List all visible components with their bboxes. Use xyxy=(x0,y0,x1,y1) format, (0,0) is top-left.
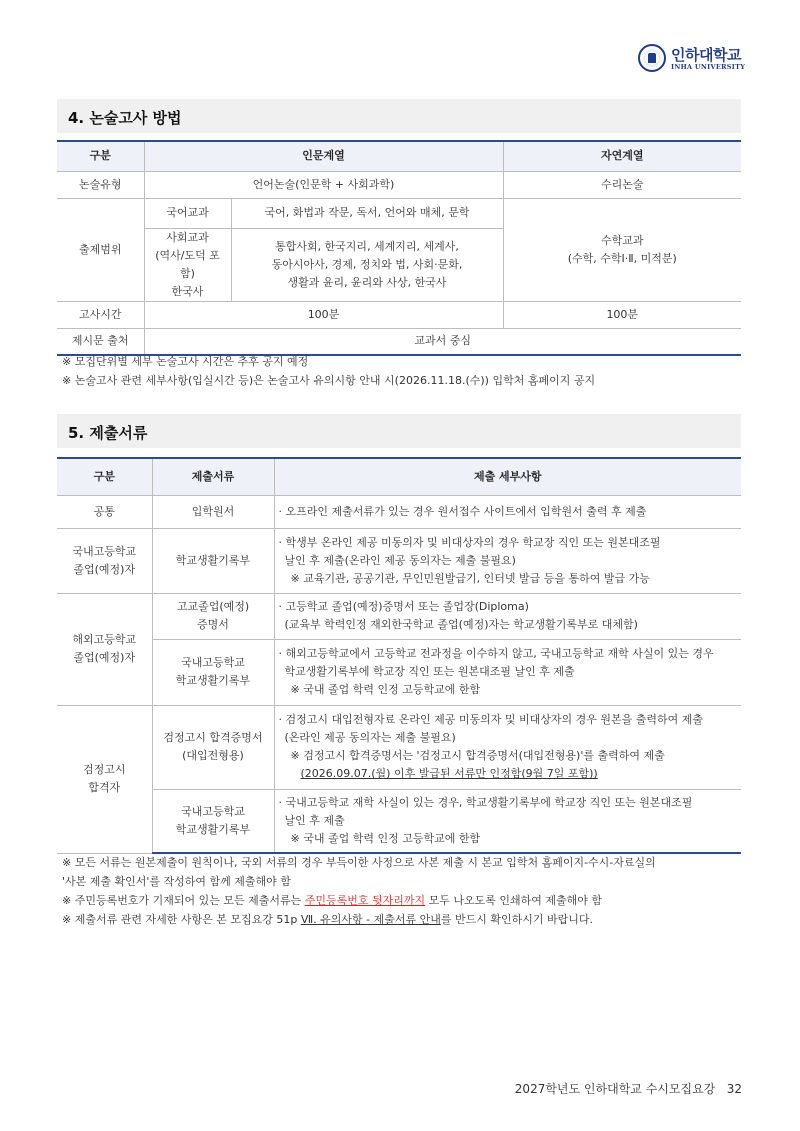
overseas-detail-1-line-2: (교육부 학력인정 재외한국학교 졸업(예정)자는 학교생활기록부로 대체함) xyxy=(284,618,638,631)
section-4-note-1: ※ 모집단위별 세부 논술고사 시간은 추후 공지 예정 xyxy=(62,355,309,368)
header-category: 구분 xyxy=(57,458,152,495)
common-document: 입학원서 xyxy=(152,495,274,528)
domestic-detail-line-2: 날인 후 제출(온라인 제공 동의자는 제출 불필요) xyxy=(284,553,516,567)
note-3-text-end: 를 반드시 확인하시기 바랍니다. xyxy=(440,913,593,926)
overseas-detail-2-line-1: · 해외고등학교에서 고등학교 전과정을 이수하지 않고, 국내고등학교 재학 사실이 있는 경우 xyxy=(278,647,714,660)
page-footer xyxy=(515,1080,742,1097)
university-emblem-icon xyxy=(638,44,666,72)
ged-detail-1-line-2: (온라인 제공 동의자는 제출 불필요) xyxy=(284,731,456,744)
ged-detail-1 xyxy=(274,705,741,789)
type-humanities: 언어논술(인문학 + 사회과학) xyxy=(144,171,503,198)
row-label-type: 논술유형 xyxy=(57,171,144,198)
note-2-text: ※ 주민등록번호가 기재되어 있는 모든 제출서류는 xyxy=(62,894,305,907)
ged-category: 검정고시 합격자 xyxy=(57,705,152,853)
row-label-text: 제시문 출처 xyxy=(57,328,144,355)
note-2-text-end: 모두 나오도록 인쇄하여 제출해야 함 xyxy=(425,894,602,907)
type-natural: 수리논술 xyxy=(503,171,741,198)
section-5-note-1: ※ 모든 서류는 원본제출이 원칙이나, 국외 서류의 경우 부득이한 사정으로 사본 제출 시 본교 입학처 홈페이지-수시-자료실의 '사본 제출 확인서'를 작성하여 함께 제출해야 함 xyxy=(62,856,656,888)
logo-english-name: INHA UNIVERSITY xyxy=(671,63,746,71)
section-5-title: 5. 제출서류 xyxy=(68,424,148,442)
overseas-detail-1-line-1: · 고등학교 졸업(예정)증명서 또는 졸업장(Diploma) xyxy=(278,600,529,613)
header-category: 구분 xyxy=(57,141,144,171)
scope-social-subject: 사회교과 (역사/도덕 포함) 한국사 xyxy=(144,228,231,301)
domestic-detail-note: ※ 교육기관, 공공기관, 무인민원발급기, 인터넷 발급 등을 통하여 발급 가능 xyxy=(290,571,650,585)
section-4-title: 4. 논술고사 방법 xyxy=(68,109,182,127)
ged-detail-1-note: ※ 검정고시 합격증명서는 '검정고시 합격증명서(대입전형용)'를 출력하여 제출 xyxy=(290,749,665,762)
domestic-document: 학교생활기록부 xyxy=(152,528,274,593)
common-category: 공통 xyxy=(57,495,152,528)
section-5-header xyxy=(57,414,741,448)
ged-detail-1-line-1: · 검정고시 대입전형자료 온라인 제공 미동의자 및 비대상자의 경우 원본을 출력하여 제출 xyxy=(278,713,703,726)
overseas-detail-2 xyxy=(274,639,741,705)
domestic-detail-line-1: · 학생부 온라인 제공 미동의자 및 비대상자의 경우 학교장 직인 또는 원본대조필 xyxy=(278,535,661,549)
overseas-detail-2-line-2: 학교생활기록부에 학교장 직인 또는 원본대조필 날인 후 제출 xyxy=(284,665,575,678)
header-natural: 자연계열 xyxy=(503,141,741,171)
section-4-note-2: ※ 논술고사 관련 세부사항(입실시간 등)은 논술고사 유의시항 안내 시(2026.11.18.(수)) 입학처 홈페이지 공지 xyxy=(62,374,596,387)
footer-title: 2027학년도 인하대학교 수시모집요강 xyxy=(514,1082,716,1096)
time-natural: 100분 xyxy=(503,301,741,328)
ged-detail-2-note: ※ 국내 졸업 학력 인정 고등학교에 한함 xyxy=(290,831,481,845)
overseas-detail-2-note: ※ 국내 졸업 학력 인정 고등학교에 한함 xyxy=(290,683,481,696)
ged-detail-2-line-2: 날인 후 제출 xyxy=(284,813,345,827)
ged-detail-2-line-1: · 국내고등학교 재학 사실이 있는 경우, 학교생활기록부에 학교장 직인 또는 원본대조필 xyxy=(278,795,693,809)
overseas-category: 해외고등학교 졸업(예정)자 xyxy=(57,593,152,705)
logo-name: 인하대학교 xyxy=(671,46,741,64)
domestic-category: 국내고등학교 졸업(예정)자 xyxy=(57,528,152,593)
overseas-document-1: 고교졸업(예정) 증명서 xyxy=(152,593,274,639)
time-humanities: 100분 xyxy=(144,301,503,328)
scope-social-detail: 통합사회, 한국지리, 세계지리, 세계사, 동아시아사, 경제, 정치와 법, 사회·문화, 생활과 윤리, 윤리와 사상, 한국사 xyxy=(231,228,503,301)
ged-detail-2 xyxy=(274,789,741,853)
scope-korean-subject: 국어교과 xyxy=(144,198,231,228)
ged-document-2: 국내고등학교 학교생활기록부 xyxy=(152,789,274,853)
row-label-scope: 출제범위 xyxy=(57,198,144,301)
documents-table xyxy=(57,457,741,854)
header-humanities: 인문계열 xyxy=(144,141,503,171)
note-2-highlight: 주민등록번호 뒷자리까지 xyxy=(304,894,426,907)
essay-method-table xyxy=(57,140,741,356)
section-5-note-2 xyxy=(62,891,602,910)
page-number: 32 xyxy=(726,1082,742,1096)
text-source-value: 교과서 중심 xyxy=(144,328,741,355)
header-documents: 제출서류 xyxy=(152,458,274,495)
domestic-detail xyxy=(274,528,741,593)
section-4-header xyxy=(57,99,741,133)
overseas-detail-1 xyxy=(274,593,741,639)
scope-korean-detail: 국어, 화법과 작문, 독서, 언어와 매체, 문학 xyxy=(231,198,503,228)
ged-document-1: 검정고시 합격증명서 (대입전형용) xyxy=(152,705,274,789)
university-logo xyxy=(638,44,748,76)
ged-detail-1-date-note: (2026.09.07.(월) 이후 발급된 서류만 인정함(9월 7일 포함)) xyxy=(300,767,598,780)
section-5-note-3 xyxy=(62,910,593,929)
header-details: 제출 세부사항 xyxy=(274,458,741,495)
scope-math: 수학교과 (수학, 수학Ⅰ·Ⅱ, 미적분) xyxy=(503,198,741,301)
row-label-time: 고사시간 xyxy=(57,301,144,328)
note-3-reference: Ⅶ. 유의사항 - 제출서류 안내 xyxy=(300,913,441,926)
common-detail: · 오프라인 제출서류가 있는 경우 원서접수 사이트에서 입학원서 출력 후 제출 xyxy=(274,495,741,528)
overseas-document-2: 국내고등학교 학교생활기록부 xyxy=(152,639,274,705)
note-3-text: ※ 제출서류 관련 자세한 사항은 본 모집요강 51p xyxy=(62,913,301,926)
